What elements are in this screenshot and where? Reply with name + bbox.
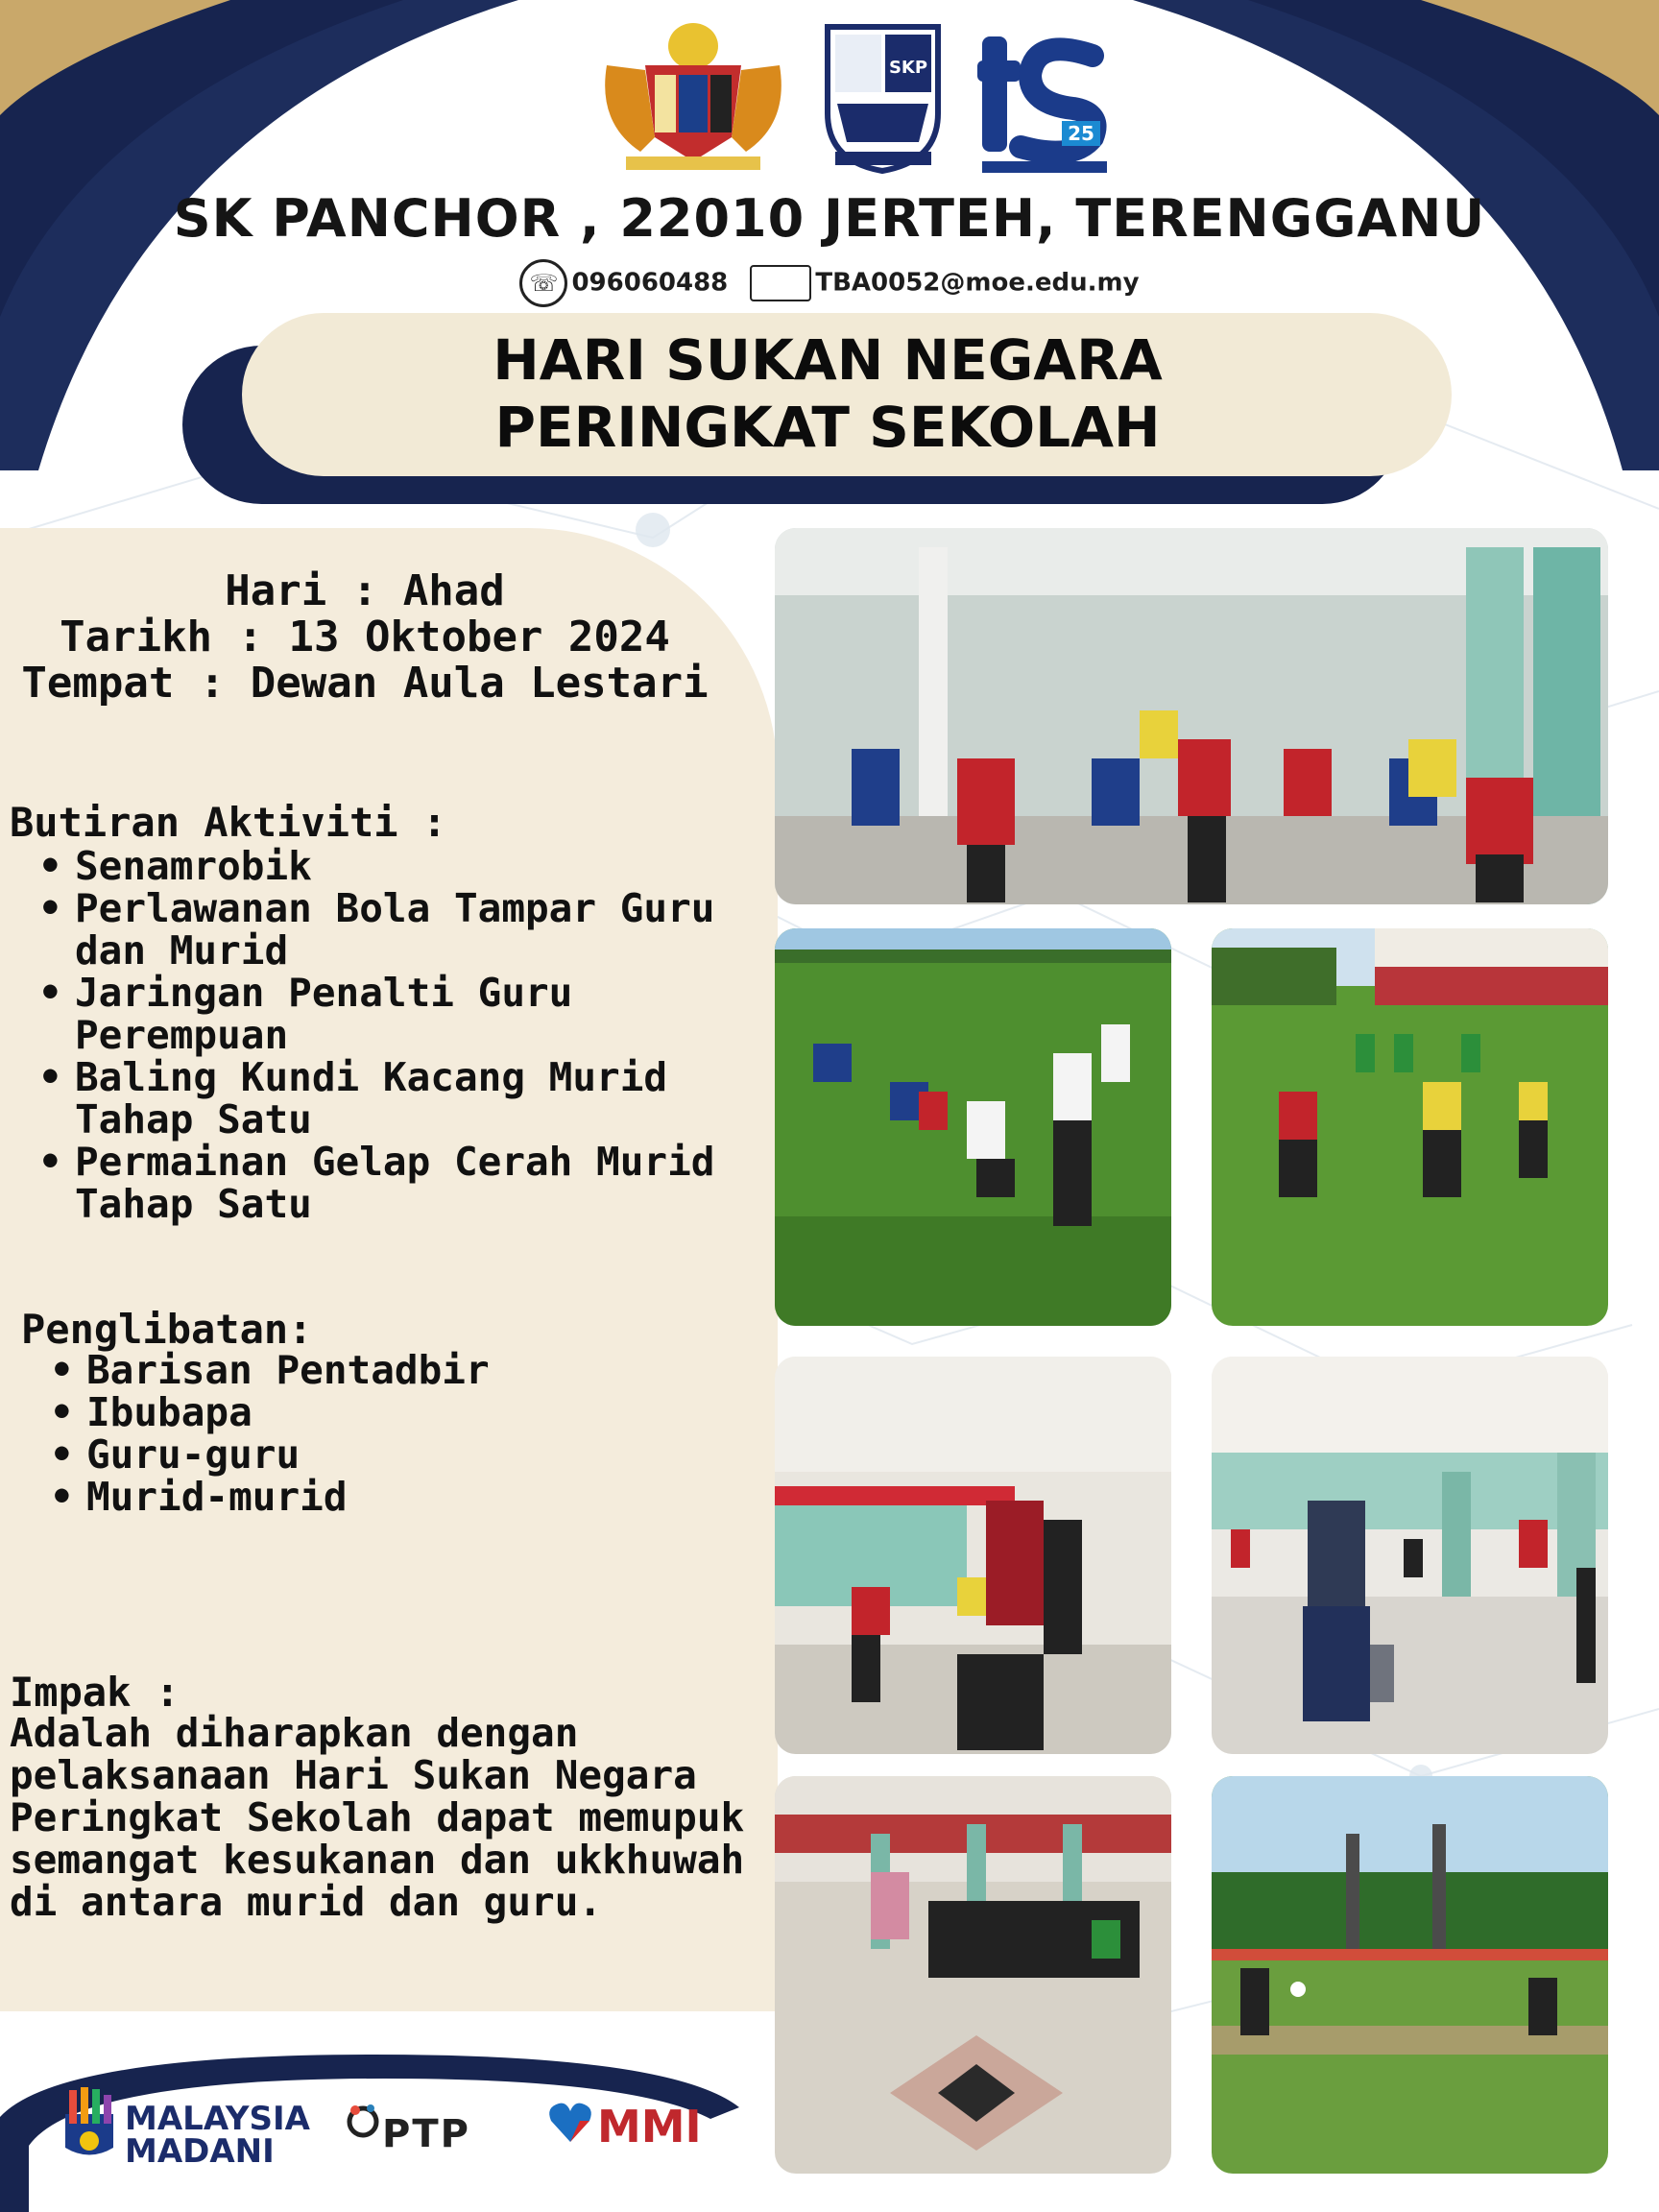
involvement-title: Penglibatan: [21,1306,313,1353]
sk-panchor-crest-logo [818,17,948,176]
phone-number: 096060488 [571,268,729,298]
activity-item: • Senamrobik [38,845,778,887]
photo-hall-activity [775,1357,1171,1754]
contact-line [0,259,1659,307]
involvement-item: • Murid-murid [50,1476,722,1518]
email-icon [750,265,811,301]
mmi-heart-icon [545,2098,595,2148]
photo-field-game [1212,928,1608,1326]
madani-line-2: MADANI [125,2132,275,2171]
ptp-mark-icon [346,2103,380,2141]
involvement-item: • Ibubapa [50,1391,722,1433]
photo-field-children [775,928,1171,1326]
ts25-logo [977,17,1112,176]
event-day: Hari : Ahad [225,566,505,615]
photo-field-penalty [1212,1776,1608,2174]
svg-text:SKP: SKP [888,58,928,78]
activity-item: • Baling Kundi Kacang Murid Tahap Satu [38,1056,778,1141]
mmi-text: MMI [597,2101,702,2152]
svg-text:25: 25 [1068,122,1094,145]
madani-line-1: MALAYSIA [125,2100,310,2138]
title-line-2: PERINGKAT SEKOLAH [494,395,1161,460]
phone-icon: ☏ [519,259,567,307]
madani-hand-icon [56,2085,123,2162]
ptp-text: PTP [382,2112,470,2156]
title-text [242,326,1413,461]
email-address: TBA0052@moe.edu.my [815,268,1140,298]
event-date: Tarikh : 13 Oktober 2024 [60,613,670,661]
madani-text [125,2100,310,2171]
impact-title: Impak : [10,1669,180,1716]
malaysia-madani-logo [56,2085,123,2166]
activity-item: • Jaringan Penalti Guru Perempuan [38,972,778,1056]
ptp-logo [346,2103,380,2145]
activities-list [38,845,778,1225]
event-venue: Tempat : Dewan Aula Lestari [21,659,709,708]
activity-item: • Perlawanan Bola Tampar Guru dan Murid [38,887,778,972]
photo-senamrobik [775,528,1608,904]
school-name: SK PANCHOR , 22010 JERTEH, TERENGGANU [173,188,1486,249]
activity-item: • Permainan Gelap Cerah Murid Tahap Satu [38,1141,778,1225]
involvement-item: • Barisan Pentadbir [50,1349,722,1391]
impact-body: Adalah diharapkan dengan pelaksanaan Hari Sukan Negara Peringkat Sekolah dapat memupuk semangat kesukanan dan ukkhuwah di antara murid dan guru. [10,1710,745,1925]
title-line-1: HARI SUKAN NEGARA [493,327,1163,393]
photo-hall-teacher [1212,1357,1608,1754]
involvement-list [50,1349,722,1518]
activities-title: Butiran Aktiviti : [10,799,447,846]
photo-hall-penalty [775,1776,1171,2174]
mmi-logo [545,2098,595,2152]
malaysia-coat-of-arms-logo [588,17,799,176]
involvement-item: • Guru-guru [50,1433,722,1476]
